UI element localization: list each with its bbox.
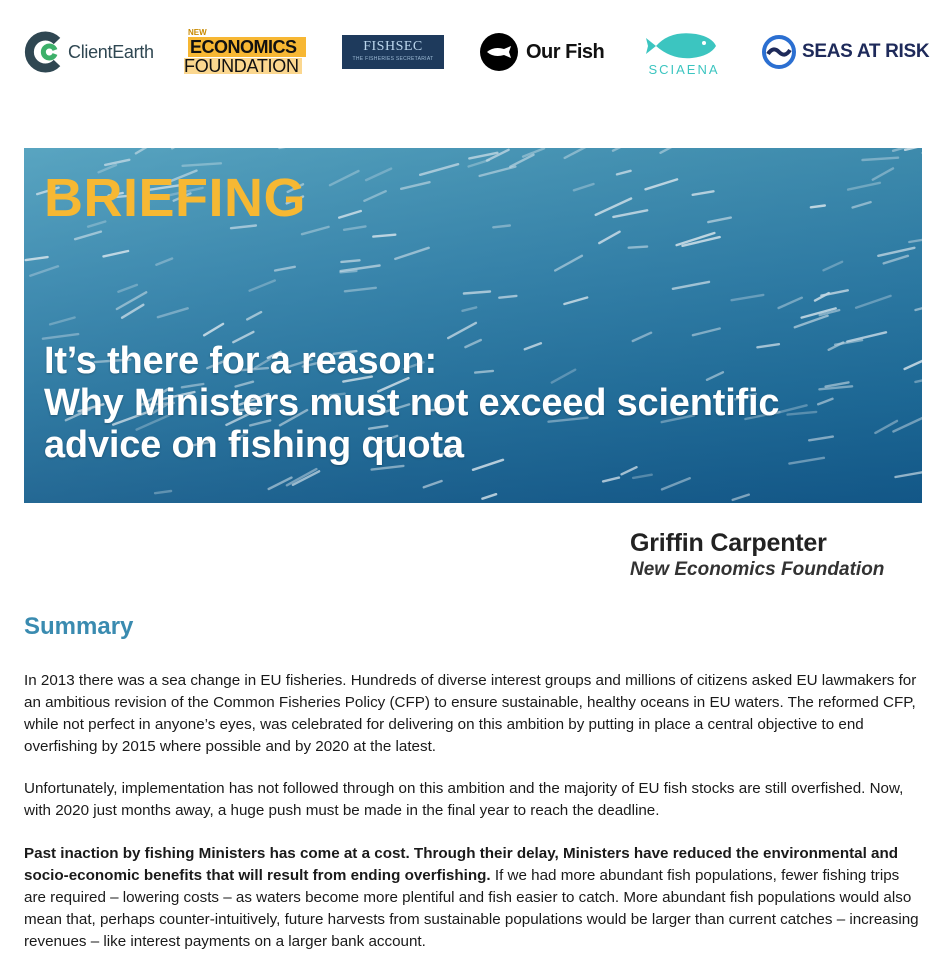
fishsec-subtitle: THE FISHERIES SECRETARIAT xyxy=(352,56,434,62)
summary-paragraph-1: In 2013 there was a sea change in EU fisheries. Hundreds of diverse interest groups and millions of citizens asked EU lawmakers for an ambitious revision of the Common Fisheries Policy (CFP) to ensure sustainable, healthy oceans in EU waters. The reformed CFP, while not perfect in anyone’s eyes, was celebrated for delivering on this ambition by putting in place a central objective to end overfishing by 2015 where possible and by 2020 at the latest. xyxy=(24,672,917,755)
summary-paragraph-3 xyxy=(24,843,924,953)
fish-icon xyxy=(480,33,518,71)
fish-streak xyxy=(629,247,647,248)
nef-economics-label: ECONOMICS xyxy=(190,37,297,57)
hero-banner xyxy=(24,148,922,503)
clientearth-wordmark: ClientEarth xyxy=(68,41,154,62)
fishsec-wordmark: FISHSEC xyxy=(363,39,423,54)
summary-paragraph-2: Unfortunately, implementation has not followed through on this ambition and the majority of EU fish stocks are still overfished. Now, with 2020 just months away, a huge push must be made in the final year to reach the deadline. xyxy=(24,780,904,819)
author-block xyxy=(630,528,884,582)
summary-paragraph-3-bold: Past inaction by fishing Ministers has come at a cost. Through their delay, Ministers have reduced the environmental and socio-economic benefits that will result from ending overfishing. xyxy=(24,845,899,884)
seasatrisk-logo xyxy=(762,34,929,70)
fish-streak xyxy=(341,260,359,262)
clientearth-logo xyxy=(24,30,154,74)
nef-foundation-label: FOUNDATION xyxy=(184,56,299,76)
briefing-label: BRIEFING xyxy=(44,168,307,228)
fishsec-logo xyxy=(342,35,444,69)
author-name: Griffin Carpenter xyxy=(630,529,827,557)
sciaena-fish-icon xyxy=(636,28,732,62)
summary-heading: Summary xyxy=(24,613,134,640)
ourfish-wordmark: Our Fish xyxy=(526,40,605,63)
title-line-3: advice on fishing quota xyxy=(44,424,464,466)
nef-new-label: NEW xyxy=(188,28,207,37)
title-line-2: Why Ministers must not exceed scientific xyxy=(44,382,780,424)
title-line-1: It’s there for a reason: xyxy=(44,340,437,382)
sciaena-logo xyxy=(636,28,732,82)
summary-paragraph-3-rest: If we had more abundant fish populations, fewer fishing trips are required – lowering costs – as waters become more plentiful and fish easier to catch. More abundant fish populations would also mean that, perhaps counter-intuitively, future harvests from sustainable populations would be larger than current catches – increasing revenues – like interest payments on a larger bank account. xyxy=(24,867,919,950)
wave-icon xyxy=(762,35,796,69)
nef-logo xyxy=(184,28,308,76)
sciaena-wordmark: SCIAENA xyxy=(648,62,720,77)
seasatrisk-wordmark: SEAS AT RISK xyxy=(802,41,930,62)
partner-logo-bar xyxy=(0,0,938,110)
clientearth-c-icon xyxy=(24,31,66,73)
briefing-title xyxy=(44,340,914,466)
ourfish-logo xyxy=(480,32,604,72)
author-organization: New Economics Foundation xyxy=(630,559,885,580)
